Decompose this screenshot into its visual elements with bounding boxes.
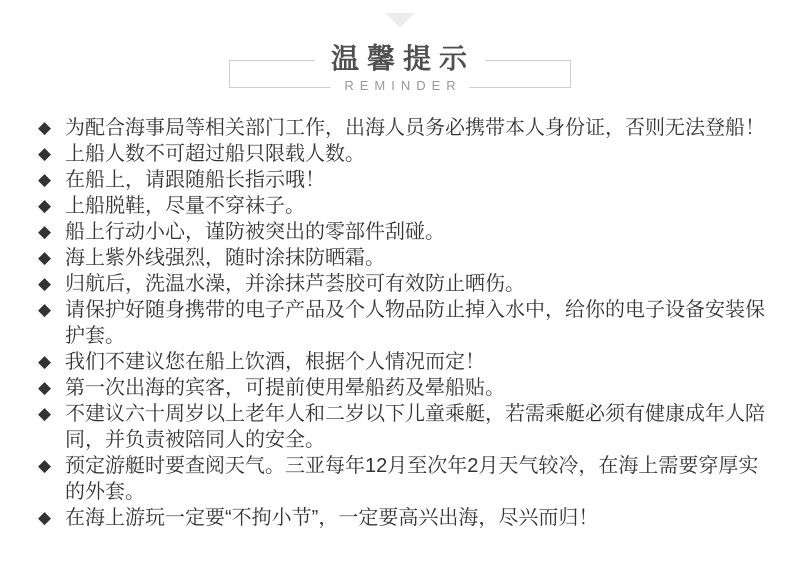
diamond-bullet-icon: ◆ (38, 144, 52, 163)
tip-item (38, 297, 777, 349)
tip-text: 船上行动小心，谨防被突出的零部件刮碰。 (65, 221, 445, 243)
tip-text: 我们不建议您在船上饮酒，根据个人情况而定！ (65, 351, 485, 373)
tip-item (38, 141, 777, 167)
diamond-bullet-icon: ◆ (38, 404, 52, 423)
page-title: 温馨提示 (315, 40, 485, 78)
tip-item (38, 219, 777, 245)
diamond-bullet-icon: ◆ (38, 300, 52, 319)
reminder-header-frame (229, 43, 571, 93)
diamond-bullet-icon: ◆ (38, 248, 52, 267)
tip-item (38, 115, 777, 141)
tip-item (38, 349, 777, 375)
diamond-bullet-icon: ◆ (38, 456, 52, 475)
tip-text: 请保护好随身携带的电子产品及个人物品防止掉入水中，给你的电子设备安装保护套。 (65, 299, 765, 347)
diamond-bullet-icon: ◆ (38, 118, 52, 137)
tip-text: 海上紫外线强烈，随时涂抹防晒霜。 (65, 247, 385, 269)
tip-text: 在海上游玩一定要“不拘小节”，一定要高兴出海，尽兴而归！ (65, 507, 599, 529)
tip-item (38, 193, 777, 219)
tip-text: 第一次出海的宾客，可提前使用晕船药及晕船贴。 (65, 377, 505, 399)
tip-text: 在船上，请跟随船长指示哦！ (65, 169, 325, 191)
chevron-down-icon (385, 13, 415, 27)
diamond-bullet-icon: ◆ (38, 196, 52, 215)
diamond-bullet-icon: ◆ (38, 352, 52, 371)
tip-text: 上船人数不可超过船只限载人数。 (65, 143, 365, 165)
tip-item (38, 453, 777, 505)
tip-text: 上船脱鞋，尽量不穿袜子。 (65, 195, 305, 217)
diamond-bullet-icon: ◆ (38, 508, 52, 527)
tip-item (38, 245, 777, 271)
tip-item (38, 271, 777, 297)
tip-item (38, 505, 777, 531)
page-subtitle: REMINDER (330, 78, 469, 94)
tip-item (38, 375, 777, 401)
tip-text: 归航后，洗温水澡，并涂抹芦荟胶可有效防止晒伤。 (65, 273, 525, 295)
tip-item (38, 401, 777, 453)
tip-text: 为配合海事局等相关部门工作，出海人员务必携带本人身份证，否则无法登船！ (65, 117, 765, 139)
diamond-bullet-icon: ◆ (38, 170, 52, 189)
diamond-bullet-icon: ◆ (38, 378, 52, 397)
tip-text: 预定游艇时要查阅天气。三亚每年12月至次年2月天气较冷，在海上需要穿厚实的外套。 (65, 455, 759, 503)
tips-list (38, 115, 777, 531)
tip-item (38, 167, 777, 193)
diamond-bullet-icon: ◆ (38, 274, 52, 293)
diamond-bullet-icon: ◆ (38, 222, 52, 241)
tip-text: 不建议六十周岁以上老年人和二岁以下儿童乘艇，若需乘艇必须有健康成年人陪同，并负责被陪同人的安全。 (65, 403, 765, 451)
